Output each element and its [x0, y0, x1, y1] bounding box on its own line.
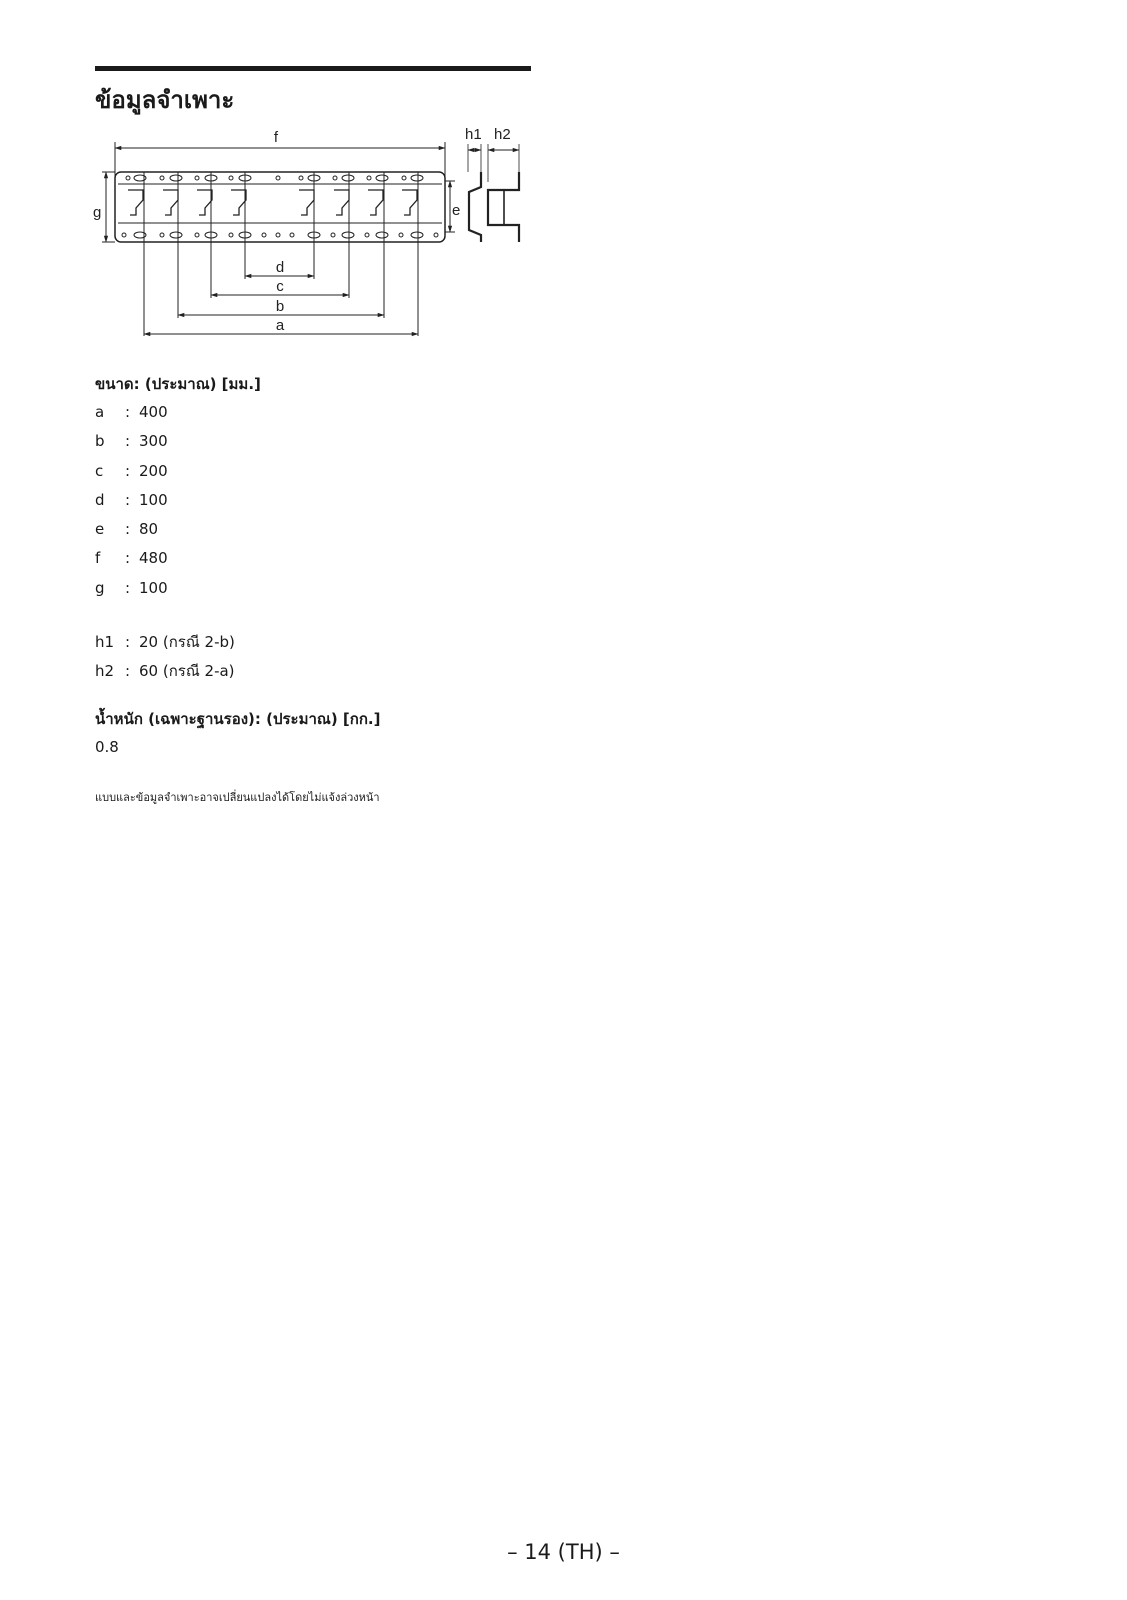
dimension-list [95, 398, 168, 603]
weight-heading: น้ำหนัก (เฉพาะฐานรอง): (ประมาณ) [กก.] [95, 710, 381, 728]
dimension-row-b: b : 300 [95, 432, 168, 451]
holes-top [126, 175, 423, 181]
label-b: b [275, 298, 285, 315]
bracket-plate [115, 172, 445, 242]
label-d: d [275, 259, 285, 276]
label-h1: h1 [465, 126, 482, 143]
weight-value: 0.8 [95, 738, 119, 756]
holes-bottom [122, 232, 438, 238]
hooks [128, 190, 417, 215]
label-h2: h2 [494, 126, 511, 143]
dimension-row-h2: h2 : 60 (กรณี 2-a) [95, 662, 235, 681]
dimension-row-g: g : 100 [95, 578, 168, 597]
dimension-row-f: f : 480 [95, 549, 168, 568]
dimension-row-d: d : 100 [95, 490, 168, 509]
dimensions-heading: ขนาด: (ประมาณ) [มม.] [95, 375, 261, 393]
height-list [95, 628, 235, 687]
label-g: g [93, 204, 102, 221]
page-number: – 14 (TH) – [507, 1540, 620, 1564]
label-c: c [276, 278, 284, 295]
label-f: f [273, 129, 279, 146]
dimension-row-e: e : 80 [95, 520, 159, 539]
label-e: e [452, 202, 461, 219]
profile-h1 [469, 172, 481, 242]
title-rule [95, 66, 531, 71]
disclaimer-note: แบบและข้อมูลจำเพาะอาจเปลี่ยนแปลงได้โดยไม่แจ้งล่วงหน้า [95, 791, 380, 804]
dimension-row-c: c : 200 [95, 461, 168, 480]
label-a: a [275, 317, 285, 334]
dimension-row-a: a : 400 [95, 403, 168, 421]
bracket-diagram [88, 122, 538, 342]
dimension-row-h1: h1 : 20 (กรณี 2-b) [95, 633, 235, 651]
page-title: ข้อมูลจำเพาะ [95, 86, 235, 114]
